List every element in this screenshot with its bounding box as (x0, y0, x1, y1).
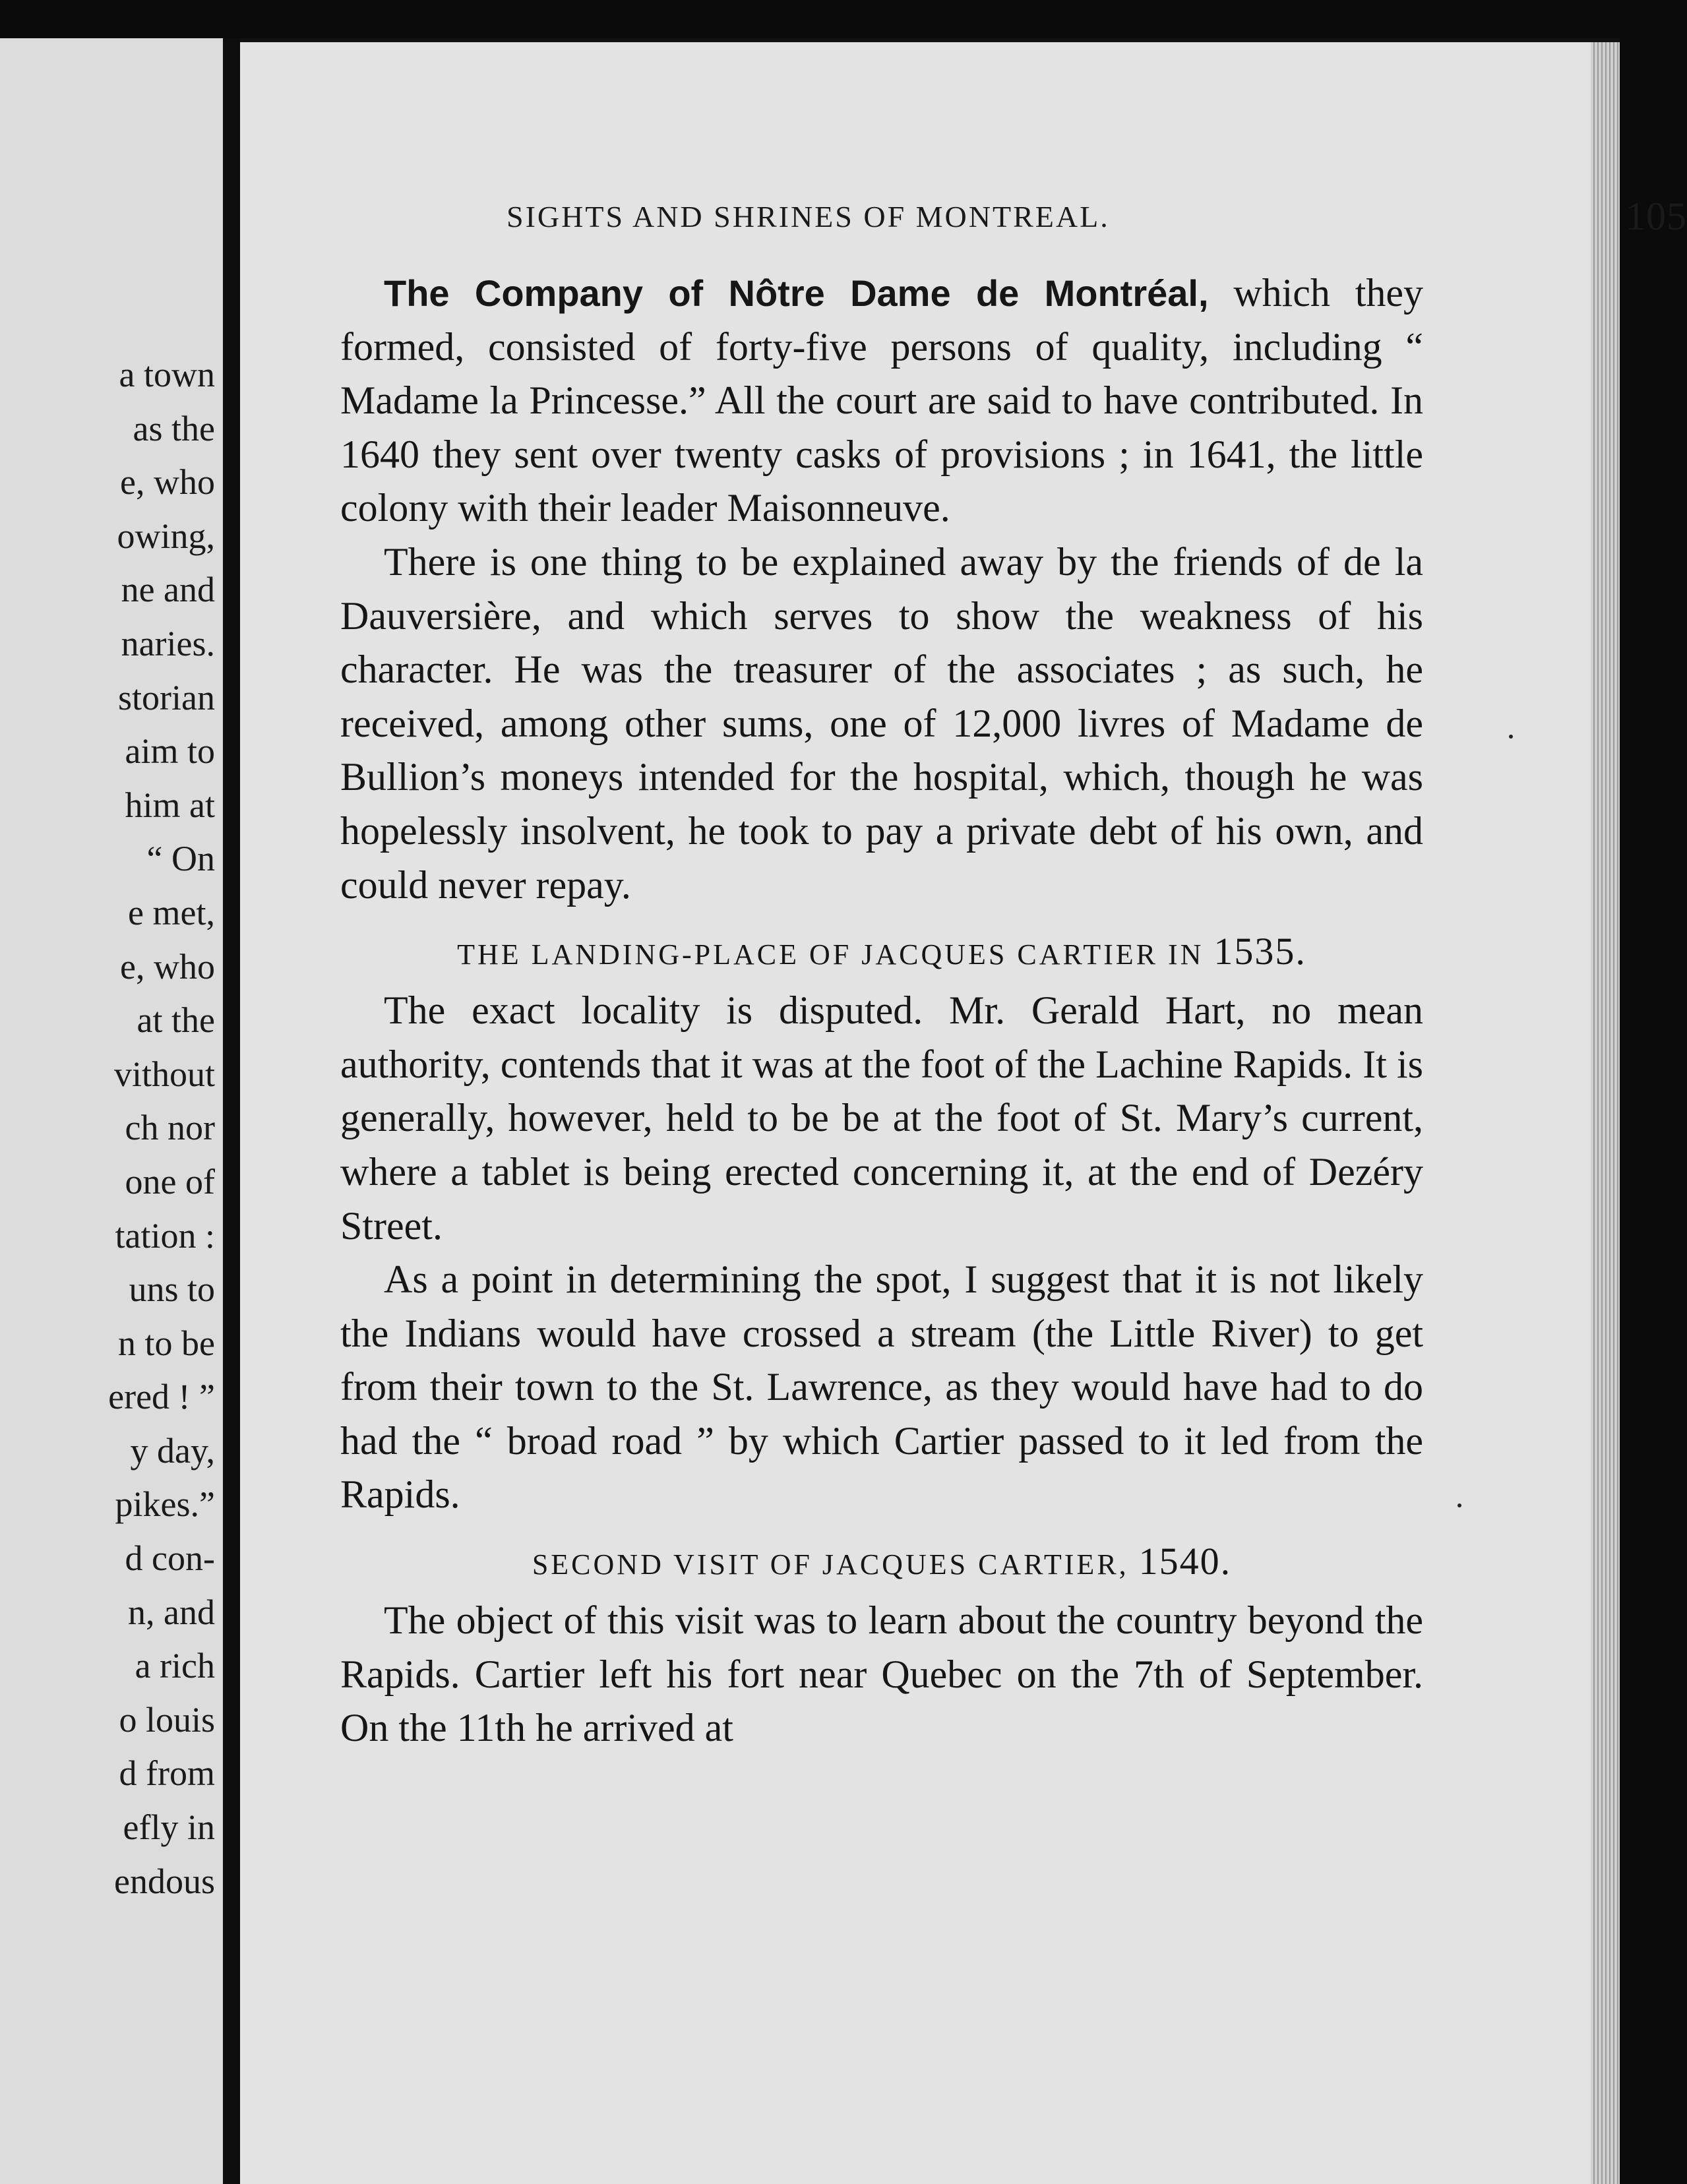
heading-visit-text: SECOND VISIT OF JACQUES CARTIER, (532, 1548, 1139, 1581)
facing-page-line: vithout (113, 1054, 215, 1094)
paragraph-dauversiere: There is one thing to be explained away by the friends of de la Dauversière, and which serves to show the weakness of his character. He was the treasurer of the associates ; as such, he received, among other sums, one of 12,000 livres of Madame de Bullion’s moneys intended for the hospital, which, though he was hopelessly insolvent, he took to pay a private debt of his own, and could never repay. (340, 539, 1423, 907)
facing-page-text (108, 348, 215, 1908)
facing-page-line: e met, (128, 892, 215, 932)
facing-page-line: n to be (118, 1323, 215, 1363)
facing-page-line: aim to (125, 731, 215, 772)
facing-page-line: e, who (120, 946, 215, 986)
bold-lead-phrase: The Company of Nôtre Dame de Montréal, (384, 272, 1209, 314)
facing-page-line: one of (125, 1161, 215, 1201)
paragraph-point: As a point in determining the spot, I suggest that it is not likely the Indians would have crossed a stream (the Little River) to get from their town to the St. Lawrence, as they would have had to do had the “ broad road ” by which Cartier passed to it led from the Rapids. (340, 1258, 1423, 1517)
book-gutter (223, 38, 240, 2184)
facing-page-line: ne and (121, 570, 215, 610)
facing-page-line: pikes.” (115, 1484, 215, 1525)
page-right (240, 42, 1687, 2184)
paragraph-company (340, 266, 1423, 535)
facing-page-line: n, and (128, 1592, 215, 1632)
facing-page-line: e, who (120, 462, 215, 502)
running-title: SIGHTS AND SHRINES OF MONTREAL. (506, 200, 1110, 233)
page-number: 105 (1626, 195, 1687, 238)
facing-page-line: endous (114, 1861, 215, 1901)
heading-visit-year: 1540. (1138, 1540, 1232, 1583)
facing-page-line: y day, (130, 1430, 215, 1471)
facing-page-line: d con- (125, 1538, 215, 1579)
facing-page-line: storian (118, 677, 215, 717)
facing-page-line: ered ! ” (108, 1377, 215, 1417)
facing-page-line: as the (133, 408, 215, 448)
body-text (340, 266, 1423, 1755)
heading-landing-text: THE LANDING-PLACE OF JACQUES CARTIER IN (457, 938, 1214, 971)
facing-page-line: “ On (146, 839, 215, 879)
section-heading-landing-place (340, 912, 1423, 984)
paragraph-object: The object of this visit was to learn about the country beyond the Rapids. Cartier left his fort near Quebec on the 7th of September. On the 11th he arrived at (340, 1598, 1423, 1750)
facing-page-line: at the (137, 1000, 215, 1041)
facing-page-line: owing, (117, 516, 215, 556)
scan-speck (1457, 1503, 1461, 1507)
paragraph-locality: The exact locality is disputed. Mr. Gerald Hart, no mean authority, contends that it was at the foot of the Lachine Rapids. It is generally, however, held to be be at the foot of St. Mary’s current, where a tablet is being erected concerning it, at the end of Dezéry Street. (340, 988, 1423, 1248)
facing-page-line: tation : (115, 1215, 215, 1256)
facing-page-line: a town (119, 355, 215, 394)
facing-page-line: a rich (135, 1646, 215, 1686)
facing-page-line: uns to (129, 1269, 215, 1310)
paragraph-company-rest: which they formed, consisted of forty-five persons of quality, including “ Madame la Princesse.” All the court are said to have contributed. In 1640 they sent over twenty casks of provisions ; in 1641, the little colony with their leader Maisonneuve. (340, 271, 1423, 530)
heading-landing-year: 1535. (1213, 930, 1306, 973)
facing-page-line: efly in (123, 1807, 215, 1848)
facing-page-left (0, 38, 223, 2184)
facing-page-line: naries. (121, 623, 215, 663)
facing-page-line: o louis (119, 1699, 215, 1740)
facing-page-line: d from (119, 1753, 215, 1794)
scan-speck (1509, 735, 1513, 739)
facing-page-line: ch nor (125, 1108, 215, 1148)
section-heading-second-visit (340, 1522, 1423, 1594)
facing-page-line: him at (125, 785, 215, 825)
page-edges (1591, 42, 1620, 2184)
